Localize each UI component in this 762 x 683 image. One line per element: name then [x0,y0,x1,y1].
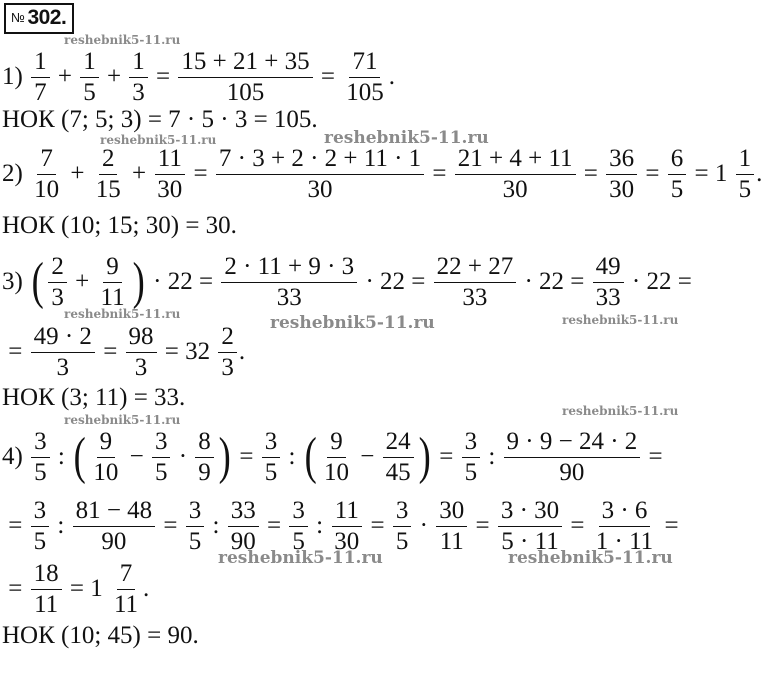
fraction: $\frac{36}{30}$ [606,145,637,203]
mixed-fraction: $\frac{2}{3}$ [218,323,237,381]
part1-equation: 1) $\frac{1}{7}$ + $\frac{1}{5}$ + $\frac{1}{3}$ = $\frac{15 + 21 + 35}{105}$ = $\frac{71}{105}$ . [2,48,395,106]
left-paren: ( [73,428,86,485]
part4-equation-line1: 4) $\frac{3}{5}$ : ( $\frac{9}{10}$ − $\frac{3}{5}$ · $\frac{8}{9}$ ) = $\frac{3}{5}$ : ( $\frac{9}{10}$ − $\frac{24}{45}$ ) = $\frac{3}{5}$ : $\frac{9 \cdot 9 - 24 \cdot 2}{90}$ = [2,428,669,486]
part4-equation-line2: = $\frac{3}{5}$ : $\frac{81 - 48}{90}$ = $\frac{3}{5}$ : $\frac{33}{90}$ = $\frac{3}{5}$ : $\frac{11}{30}$ = $\frac{3}{5}$ · $\frac{30}{11}$ = $\frac{3 \cdot 30}{5 \cdot 11}$ = $\frac{3 \cdot 6}{1 \cdot 11}$ = [2,497,685,555]
fraction: $\frac{3 \cdot 30}{5 \cdot 11}$ [498,497,562,555]
part4-lcm: НОК (10; 45) = 90. [2,622,199,649]
watermark: reshebnik5-11.ru [270,313,435,333]
fraction: $\frac{2 \cdot 11 + 9 \cdot 3}{33}$ [221,253,357,311]
fraction: $\frac{2}{3}$ [48,253,67,311]
fraction: $\frac{30}{11}$ [436,497,467,555]
fraction: $\frac{6}{5}$ [668,145,687,203]
problem-number-badge [4,3,74,34]
left-paren: ( [31,253,44,310]
fraction: $\frac{11}{30}$ [154,145,185,203]
part4-label: 4) [2,443,23,470]
part3-label: 3) [2,268,23,295]
fraction: $\frac{3 \cdot 6}{1 \cdot 11}$ [595,497,654,555]
watermark: reshebnik5-11.ru [562,404,679,418]
fraction: $\frac{7 \cdot 3 + 2 \cdot 2 + 11 \cdot 1}{30}$ [216,145,424,203]
number-sign: № [11,10,25,25]
watermark: reshebnik5-11.ru [324,128,489,148]
fraction: $\frac{3}{5}$ [462,428,481,486]
fraction: $\frac{3}{5}$ [289,497,308,555]
fraction: $\frac{1}{5}$ [80,48,99,106]
watermark: reshebnik5-11.ru [64,33,181,47]
part2-label: 2) [2,160,23,187]
fraction: $\frac{8}{9}$ [195,428,214,486]
left-paren: ( [304,428,317,485]
part3-equation-line2: = $\frac{49 \cdot 2}{3}$ = $\frac{98}{3}$ = 32 $\frac{2}{3}$ . [2,323,246,381]
watermark: reshebnik5-11.ru [218,548,383,568]
fraction: $\frac{15 + 21 + 35}{105}$ [178,48,312,106]
fraction: $\frac{3}{5}$ [393,497,412,555]
part2-lcm: НОК (10; 15; 30) = 30. [2,212,237,239]
part1-lcm: НОК (7; 5; 3) = 7 · 5 · 3 = 105. [2,106,318,133]
fraction: $\frac{11}{30}$ [331,497,362,555]
part3-lcm: НОК (3; 11) = 33. [2,384,186,411]
fraction: $\frac{3}{5}$ [262,428,281,486]
fraction: $\frac{3}{5}$ [152,428,171,486]
part2-equation: 2) $\frac{7}{10}$ + $\frac{2}{15}$ + $\frac{11}{30}$ = $\frac{7 \cdot 3 + 2 \cdot 2 + 11 \cdot 1}{30}$ = $\frac{21 + 4 + 11}{30}$ = $\frac{36}{30}$ = $\frac{6}{5}$ = 1 $\frac{1}{5}$ . [2,145,762,203]
mixed-fraction: $\frac{7}{11}$ [113,560,139,618]
fraction: $\frac{71}{105}$ [346,48,384,106]
fraction: $\frac{9}{10}$ [93,428,119,486]
fraction: $\frac{3}{5}$ [186,497,205,555]
fraction: $\frac{2}{15}$ [95,145,121,203]
fraction: $\frac{7}{10}$ [34,145,60,203]
fraction: $\frac{9 \cdot 9 - 24 \cdot 2}{90}$ [504,428,641,486]
fraction: $\frac{9}{11}$ [100,253,125,311]
watermark: reshebnik5-11.ru [562,313,679,327]
right-paren: ) [132,253,145,310]
mixed-fraction: $\frac{1}{5}$ [736,145,755,203]
fraction: $\frac{18}{11}$ [31,560,62,618]
fraction: $\frac{49}{33}$ [593,253,624,311]
fraction: $\frac{9}{10}$ [324,428,350,486]
part1-label: 1) [2,63,23,90]
part4-equation-line3: = $\frac{18}{11}$ = 1 $\frac{7}{11}$ . [2,560,150,618]
fraction: $\frac{49 \cdot 2}{3}$ [31,323,95,381]
fraction: $\frac{22 + 27}{33}$ [434,253,517,311]
fraction: $\frac{98}{3}$ [126,323,157,381]
watermark: reshebnik5-11.ru [64,307,181,321]
right-paren: ) [418,428,431,485]
part3-equation-line1: 3) ( $\frac{2}{3}$ + $\frac{9}{11}$ ) · 22 = $\frac{2 \cdot 11 + 9 \cdot 3}{33}$ · 22 = $\frac{22 + 27}{33}$ · 22 = $\frac{49}{33}$ · 22 = [2,253,699,311]
fraction: $\frac{3}{5}$ [31,428,50,486]
right-paren: ) [218,428,231,485]
fraction: $\frac{1}{3}$ [129,48,148,106]
fraction: $\frac{24}{45}$ [383,428,414,486]
fraction: $\frac{81 - 48}{90}$ [73,497,156,555]
fraction: $\frac{21 + 4 + 11}{30}$ [455,145,576,203]
fraction: $\frac{1}{7}$ [31,48,50,106]
fraction: $\frac{33}{90}$ [228,497,259,555]
watermark: reshebnik5-11.ru [100,133,217,147]
watermark: reshebnik5-11.ru [508,548,673,568]
watermark: reshebnik5-11.ru [64,413,181,427]
fraction: $\frac{3}{5}$ [31,497,50,555]
problem-number: 302. [27,6,67,29]
